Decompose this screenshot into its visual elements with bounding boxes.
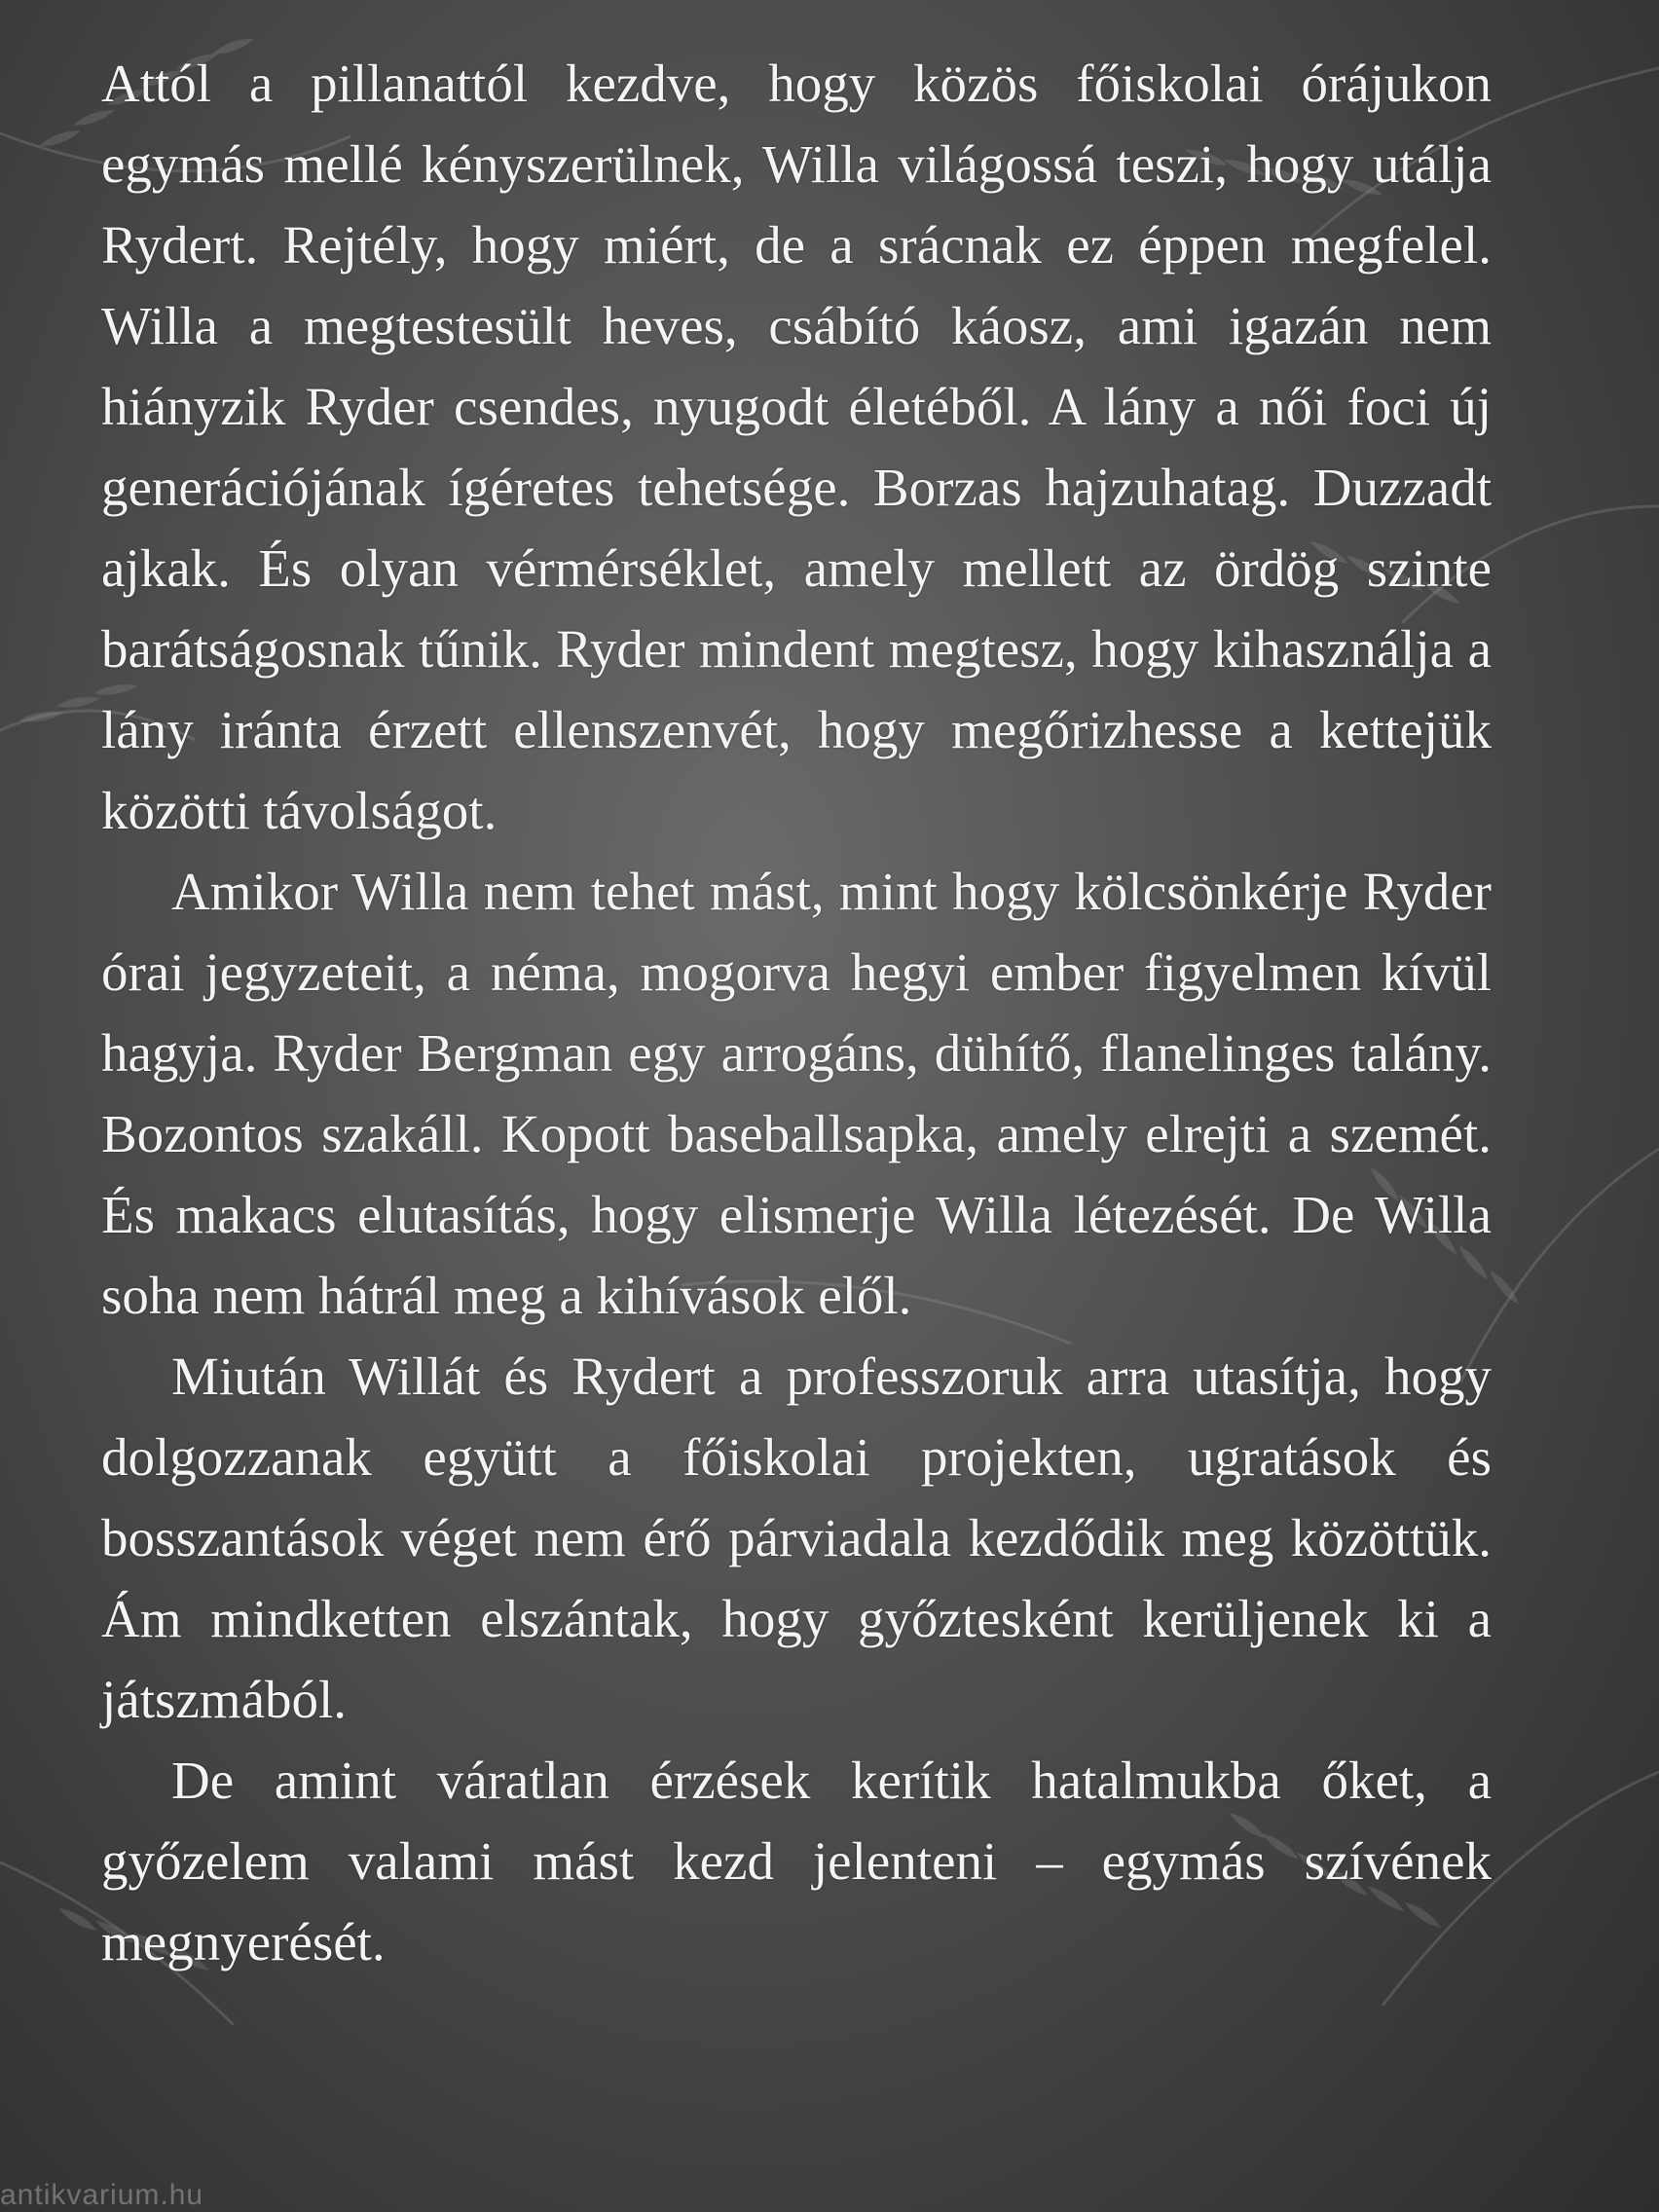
watermark: antikvarium.hu — [0, 2179, 204, 2211]
blurb-paragraph-4: De amint váratlan érzések kerítik hatalmukba őket, a győzelem valami mást kezd jelenteni – egymás szívének megnyerését. — [101, 1751, 1492, 1972]
back-cover-blurb — [101, 43, 1492, 1982]
blurb-paragraph-3: Miután Willát és Rydert a professzoruk arra utasítja, hogy dolgozzanak együtt a főiskolai projekten, ugratások és bosszantások véget nem érő párviadala kezdődik meg közöttük. Ám mindketten elszántak, hogy győztesként kerüljenek ki a játszmából. — [101, 1346, 1492, 1729]
blurb-paragraph-2: Amikor Willa nem tehet mást, mint hogy kölcsönkérje Ryder órai jegyzeteit, a néma, mogorva hegyi ember figyelmen kívül hagyja. Ryder Bergman egy arrogáns, dühítő, flanelinges talány. Bozontos szakáll. Kopott baseballsapka, amely elrejti a szemét. És makacs elutasítás, hogy elismerje Willa létezését. De Willa soha nem hátrál meg a kihívások elől. — [101, 862, 1492, 1325]
blurb-paragraph-1: Attól a pillanattól kezdve, hogy közös főiskolai órájukon egymás mellé kényszerülnek, Willa világossá teszi, hogy utálja Rydert. Rejtély, hogy miért, de a srácnak ez éppen megfelel. Willa a megtestesült heves, csábító káosz, ami igazán nem hiányzik Ryder csendes, nyugodt életéből. A lány a női foci új generációjának ígéretes tehetsége. Borzas hajzuhatag. Duzzadt ajkak. És olyan vérmérséklet, amely mellett az ördög szinte barátságosnak tűnik. Ryder mindent megtesz, hogy kihasználja a lány iránta érzett ellenszenvét, hogy megőrizhesse a kettejük közötti távolságot. — [101, 54, 1492, 840]
